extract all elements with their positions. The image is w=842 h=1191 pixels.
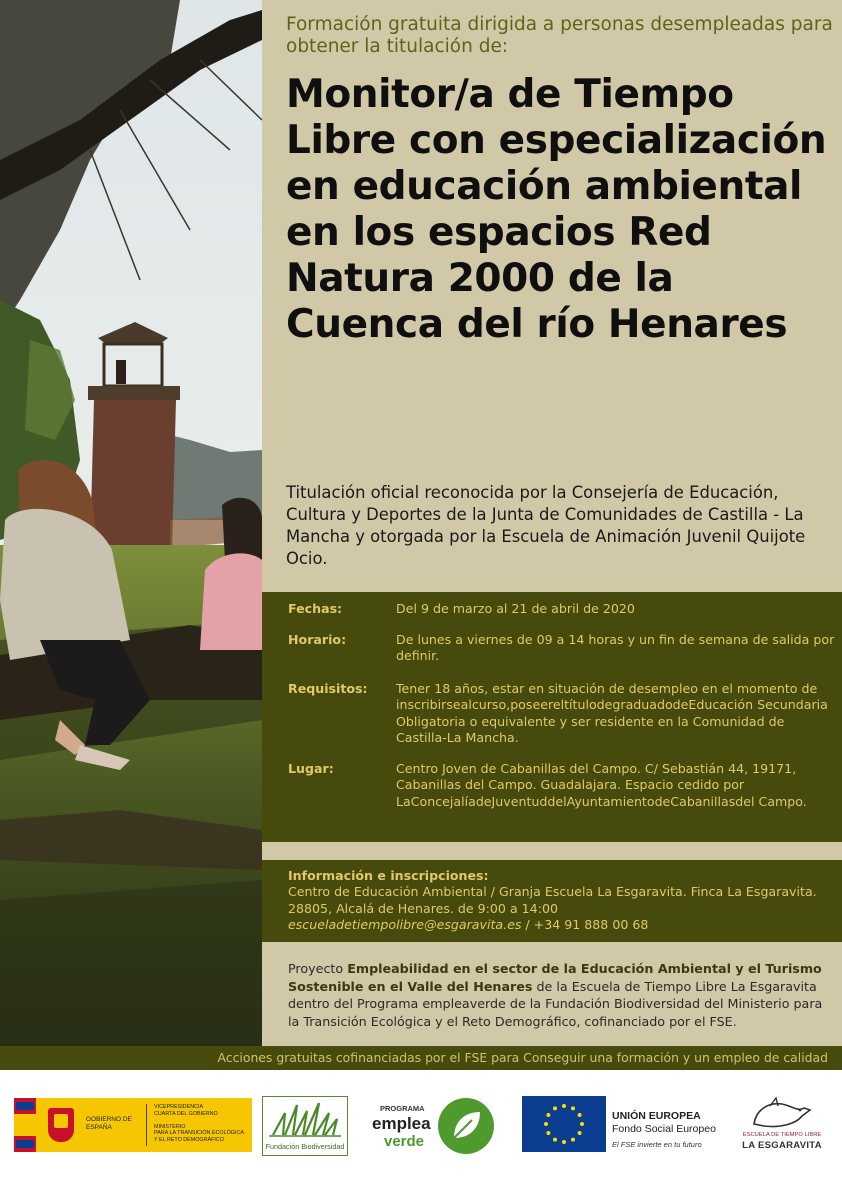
footer-bar	[0, 1046, 842, 1070]
logos-strip	[0, 1070, 842, 1191]
info-separator: /	[521, 916, 534, 932]
programa-text: PROGRAMA	[380, 1104, 425, 1113]
fse-text: Fondo Social Europeo	[612, 1123, 716, 1135]
project-rest: de la Escuela de Tiempo Libre La Esgaravita dentro del Programa empleaverde de la Fundación Biodiversidad del Ministerio para la Transición Ecológica y el Reto Demográfico, cofinanciado por el FSE.	[288, 978, 823, 1029]
details-box	[262, 592, 842, 842]
eu-flag-icon	[522, 1096, 606, 1152]
footer-text: Acciones gratuitas cofinanciadas por el FSE para Conseguir una formación y un empleo de calidad	[217, 1050, 828, 1065]
grass-icon	[263, 1099, 347, 1139]
info-email-link[interactable]: escueladetiempolibre@esgaravita.es	[288, 916, 522, 932]
fundacion-biodiversidad-logo	[262, 1096, 348, 1156]
subtitle-text: Formación gratuita dirigida a personas desempleadas para obtener la titulación de:	[286, 14, 833, 57]
background-photo	[0, 0, 262, 1046]
park-scene-image	[0, 0, 262, 1046]
horario-label: Horario:	[288, 632, 347, 647]
escuela-text-2: LA ESGARAVITA	[742, 1140, 822, 1151]
info-phone: +34 91 888 00 68	[533, 916, 649, 932]
requisitos-label: Requisitos:	[288, 681, 368, 696]
fechas-label: Fechas:	[288, 601, 343, 616]
emplea-verde-logo	[372, 1096, 494, 1156]
spain-flag-icon	[14, 1098, 36, 1152]
course-title: Monitor/a de Tiempo Libre con especialización en educación ambiental en los espacios Red Natura 2000 de la Cuenca del río Henares	[286, 72, 827, 347]
lugar-value: Centro Joven de Cabanillas del Campo. C/ Sebastián 44, 19171, Cabanillas del Campo. Guadalajara. Espacio cedido por LaConcejalíadeJuventuddelAyuntamientodeCabanillasdel Campo.	[396, 761, 807, 809]
official-recognition-text: Titulación oficial reconocida por la Consejería de Educación, Cultura y Deportes de la Junta de Comunidades de Castilla - La Mancha y otorgada por la Escuela de Animación Juvenil Quijote Ocio.	[286, 483, 806, 568]
leaf-icon	[438, 1098, 494, 1154]
verde-text: verde	[384, 1133, 425, 1150]
project-name: Empleabilidad en el sector de la Educación Ambiental y el Turismo Sostenible en el Valle del Henares	[288, 961, 822, 994]
bird-icon	[734, 1094, 830, 1130]
fse-tagline: El FSE invierte en tu futuro	[612, 1140, 702, 1149]
info-text	[288, 868, 836, 933]
project-description	[288, 960, 828, 1030]
info-box	[262, 860, 842, 942]
info-contact	[288, 917, 836, 933]
fechas-value: Del 9 de marzo al 21 de abril de 2020	[396, 601, 635, 616]
project-intro: Proyecto	[288, 961, 348, 976]
gobierno-espana-logo	[14, 1098, 252, 1152]
esgaravita-logo	[734, 1094, 830, 1156]
horario-value: De lunes a viernes de 09 a 14 horas y un fin de semana de salida por definir.	[396, 632, 835, 664]
info-address: Centro de Educación Ambiental / Granja Escuela La Esgaravita. Finca La Esgaravita. 28805, Alcalá de Henares. de 9:00 a 14:00	[288, 884, 817, 916]
requisitos-value: Tener 18 años, estar en situación de desempleo en el momento de inscribirsealcurso,poseereltítulodegraduadodeEducación Secundaria Obligatoria o equivalente y ser residente en la Comunidad de Castilla-La Mancha.	[396, 681, 828, 745]
ue-text: UNIÓN EUROPEA	[612, 1110, 701, 1122]
lugar-label: Lugar:	[288, 761, 334, 776]
vicepresidencia-text-2: CUARTA DEL GOBIERNO	[154, 1110, 218, 1117]
union-europea-logo	[522, 1096, 722, 1154]
ministerio-text-1: MINISTERIO	[154, 1123, 186, 1130]
emplea-text: emplea	[372, 1114, 431, 1133]
fundacion-text: Fundación Biodiversidad	[265, 1142, 345, 1151]
vicepresidencia-text-1: VICEPRESIDENCIA	[154, 1104, 204, 1110]
info-heading: Información e inscripciones:	[288, 868, 489, 883]
ministerio-text-2: PARA LA TRANSICIÓN ECOLÓGICA	[154, 1130, 244, 1137]
escuela-text-1: ESCUELA DE TIEMPO LIBRE	[742, 1132, 822, 1138]
coat-of-arms-icon	[48, 1108, 74, 1142]
gobierno-text: GOBIERNO DE ESPAÑA	[86, 1116, 132, 1131]
ministerio-text-3: Y EL RETO DEMOGRÁFICO	[154, 1137, 224, 1144]
